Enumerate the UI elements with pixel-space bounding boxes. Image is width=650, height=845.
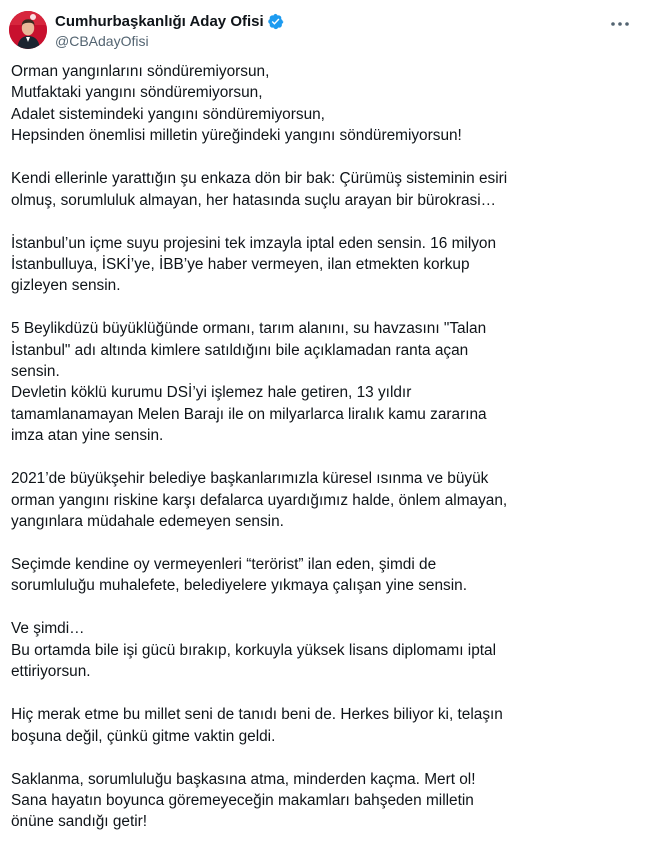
tweet-paragraph (11, 61, 639, 147)
tweet-text-line: gizleyen sensin. (11, 277, 121, 295)
tweet-text-line: İstanbul’un içme suyu projesini tek imzayla iptal eden sensin. 16 milyon (11, 234, 497, 252)
paragraph-gap (11, 597, 639, 619)
tweet-text-line: sorumluluğu muhalefete, belediyelere yıkmaya çalışan yine sensin. (11, 577, 467, 595)
tweet-paragraph (11, 233, 639, 297)
tweet-paragraph (11, 704, 639, 747)
tweet-header (9, 11, 639, 51)
verified-badge-icon[interactable] (267, 13, 284, 30)
tweet-text-line: Ve şimdi… (11, 620, 85, 638)
tweet-text-line: Devletin köklü kurumu DSİ’yi işlemez hale getiren, 13 yıldır (11, 384, 412, 402)
tweet-paragraph (11, 769, 639, 833)
tweet-text-line: Orman yangınlarını söndüremiyorsun, (11, 63, 270, 80)
tweet-text-line: Hiç merak etme bu millet seni de tanıdı beni de. Herkes biliyor ki, telaşın (11, 706, 503, 724)
profile-photo-icon (9, 11, 47, 49)
tweet-paragraph (11, 168, 639, 211)
tweet-text-line: Adalet sistemindeki yangını söndüremiyorsun, (11, 105, 325, 123)
tweet-text-line: 5 Beylikdüzü büyüklüğünde ormanı, tarım alanını, su havzasını "Talan (11, 320, 487, 338)
paragraph-gap (11, 211, 639, 233)
paragraph-gap (11, 683, 639, 705)
author-display-name[interactable]: Cumhurbaşkanlığı Aday Ofisi (55, 13, 264, 30)
tweet-text-line: önüne sandığı getir! (11, 813, 148, 831)
tweet-text-line: Kendi ellerinle yarattığın şu enkaza dön bir bak: Çürümüş sisteminin esiri (11, 170, 508, 188)
tweet-text-line: Seçimde kendine oy vermeyenleri “terörist” ilan eden, şimdi de (11, 556, 437, 573)
tweet-text-line: olmuş, sorumluluk almayan, her hatasında suçlu arayan bir bürokrasi… (11, 191, 497, 209)
tweet-text (11, 61, 639, 833)
more-options-button[interactable] (607, 13, 633, 35)
tweet-paragraph (11, 318, 639, 446)
tweet-text-line: ettiriyorsun. (11, 663, 91, 681)
author-handle[interactable]: @CBAdayOfisi (55, 33, 149, 49)
tweet-text-line: tamamlanamayan Melen Barajı ile on milyarlarca liralık kamu zararına (11, 405, 487, 423)
tweet-text-line: Sana hayatın boyunca göremeyeceğin makamları bahşeden milletin (11, 791, 474, 809)
tweet-text-line: yangınlara müdahale edemeyen sensin. (11, 513, 284, 531)
tweet-paragraph (11, 618, 639, 682)
tweet-paragraph (11, 468, 639, 532)
tweet-text-line: sensin. (11, 363, 60, 381)
paragraph-gap (11, 147, 639, 169)
author-avatar[interactable] (9, 11, 47, 49)
author-names (55, 12, 284, 49)
tweet-paragraph (11, 554, 639, 597)
tweet-text-line: İstanbul" adı altında kimlere satıldığını bile açıklamadan ranta açan (11, 341, 469, 359)
paragraph-gap (11, 747, 639, 769)
tweet-text-line: orman yangını riskine karşı defalarca uyardığımız halde, önlem almayan, (11, 491, 508, 509)
tweet-text-line: Hepsinden önemlisi milletin yüreğindeki yangını söndüremiyorsun! (11, 127, 462, 145)
tweet-text-line: Mutfaktaki yangını söndüremiyorsun, (11, 84, 263, 102)
paragraph-gap (11, 297, 639, 319)
tweet-text-line: 2021’de büyükşehir belediye başkanlarımızla küresel ısınma ve büyük (11, 470, 489, 488)
tweet-text-line: Bu ortamda bile işi gücü bırakıp, korkuyla yüksek lisans diplomamı iptal (11, 641, 497, 659)
tweet-text-line: boşuna değil, çünkü gitme vaktin geldi. (11, 727, 276, 745)
more-dots-icon (610, 21, 630, 27)
display-name-row (55, 12, 284, 31)
tweet-text-line: İstanbulluya, İSKİ’ye, İBB’ye haber vermeyen, ilan etmekten korkup (11, 255, 470, 273)
paragraph-gap (11, 532, 639, 554)
tweet-text-line: imza atan yine sensin. (11, 427, 164, 445)
tweet-text-line: Saklanma, sorumluluğu başkasına atma, minderden kaçma. Mert ol! (11, 770, 476, 788)
paragraph-gap (11, 447, 639, 469)
